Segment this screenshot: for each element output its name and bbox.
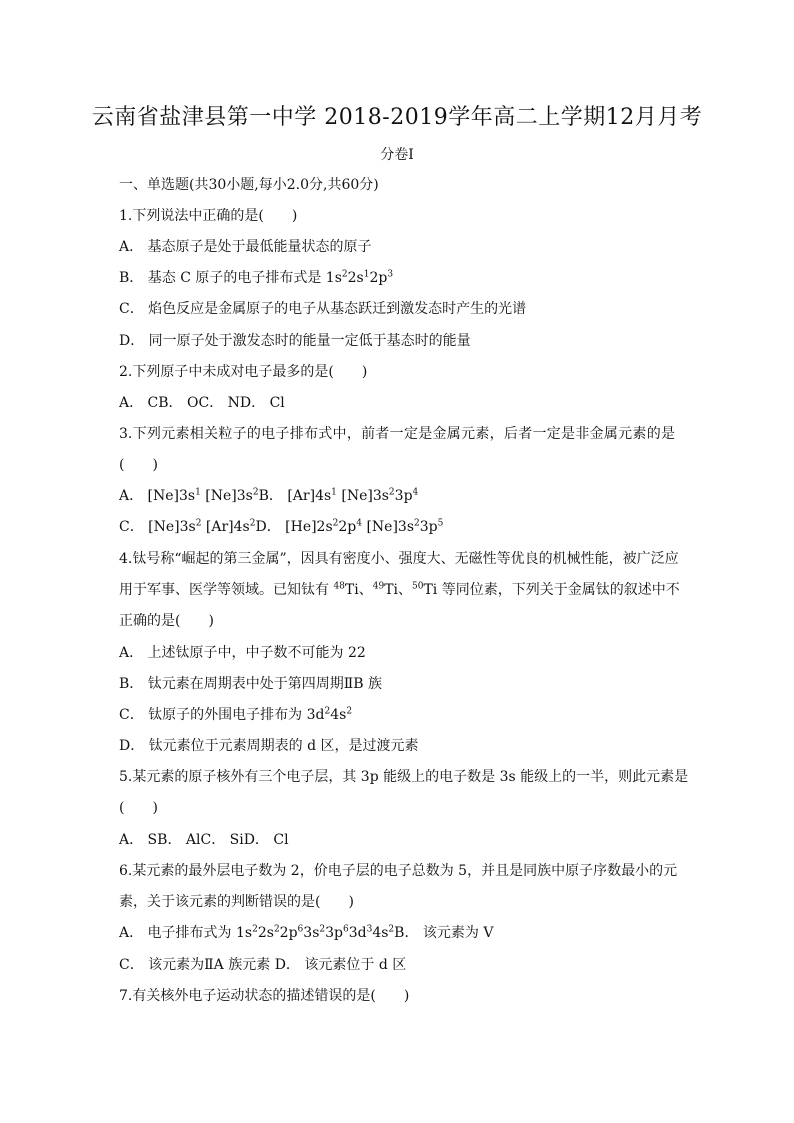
question-4-option-a: A． 上述钛原子中，中子数不可能为 22 <box>119 645 366 661</box>
question-3-stem-line-1: 3.下列元素相关粒子的电子排布式中，前者一定是金属元素，后者一定是非金属元素的是 <box>119 426 675 442</box>
question-1-option-d: D． 同一原子处于激发态时的能量一定低于基态时的能量 <box>119 333 471 349</box>
question-1-option-c: C． 焰色反应是金属原子的电子从基态跃迁到激发态时产生的光谱 <box>119 301 527 317</box>
question-1-option-a: A． 基态原子是处于最低能量状态的原子 <box>119 239 372 255</box>
question-6-stem-line-2: 素，关于该元素的判断错误的是( ) <box>119 894 354 910</box>
section-heading: 一、单选题(共30小题,每小2.0分,共60分) <box>119 177 379 193</box>
question-4-option-d: D． 钛元素位于元素周期表的 d 区，是过渡元素 <box>119 738 419 754</box>
question-4-stem-line-3: 正确的是( ) <box>119 613 214 629</box>
question-6-options-cd: C． 该元素为ⅡA 族元素 D． 该元素位于 d 区 <box>119 957 407 973</box>
question-5-stem-line-2: ( ) <box>119 800 158 816</box>
question-6-options-ab: A． 电子排布式为 $1s^22s^22p^63s^23p^63d^34s^2B$． 该元素为 V <box>119 924 494 941</box>
question-3-stem-line-2: ( ) <box>119 457 158 473</box>
page-title: 云南省盐津县第一中学 2018-2019学年高二上学期12月月考 <box>91 105 703 130</box>
page-subtitle: 分卷I <box>380 147 414 163</box>
question-4-option-c: C． 钛原子的外围电子排布为 $3d^24s^2$ <box>119 706 353 723</box>
question-3-options-cd: C． $[Ne]3s^2$ $[Ar]4s^2D$． $[He]2s^22p^4$ $[Ne]3s^23p^5$ <box>119 518 444 535</box>
question-2-options: A． CB． OC． ND． Cl <box>119 395 285 411</box>
question-4-stem-line-1: 4.钛号称“崛起的第三金属”，因具有密度小、强度大、无磁性等优良的机械性能，被广泛应 <box>119 551 679 567</box>
question-3-options-ab: A． $[Ne]3s^1$ $[Ne]3s^2B$． $[Ar]4s^1$ $[Ne]3s^23p^4$ <box>119 487 419 504</box>
question-4-option-b: B． 钛元素在周期表中处于第四周期ⅡB 族 <box>119 676 382 692</box>
question-4-stem-line-2: 用于军事、医学等领域。已知钛有 $^{48}$Ti、$^{49}$Ti、$^{50}$Ti 等同位素，下列关于金属钛的叙述中不 <box>119 581 680 598</box>
question-1-stem: 1.下列说法中正确的是( ) <box>119 208 298 224</box>
question-5-options: A． SB． AlC． SiD． Cl <box>119 832 289 848</box>
question-5-stem-line-1: 5.某元素的原子核外有三个电子层，其 3p 能级上的电子数是 3s 能级上的一半，则此元素是 <box>119 769 689 785</box>
question-7-stem: 7.有关核外电子运动状态的描述错误的是( ) <box>119 988 410 1004</box>
question-6-stem-line-1: 6.某元素的最外层电子数为 2，价电子层的电子总数为 5，并且是同族中原子序数最小的元 <box>119 863 678 879</box>
question-1-option-b: B． 基态 C 原子的电子排布式是 $1s^22s^12p^3$ <box>119 269 394 286</box>
question-2-stem: 2.下列原子中未成对电子最多的是( ) <box>119 364 368 380</box>
